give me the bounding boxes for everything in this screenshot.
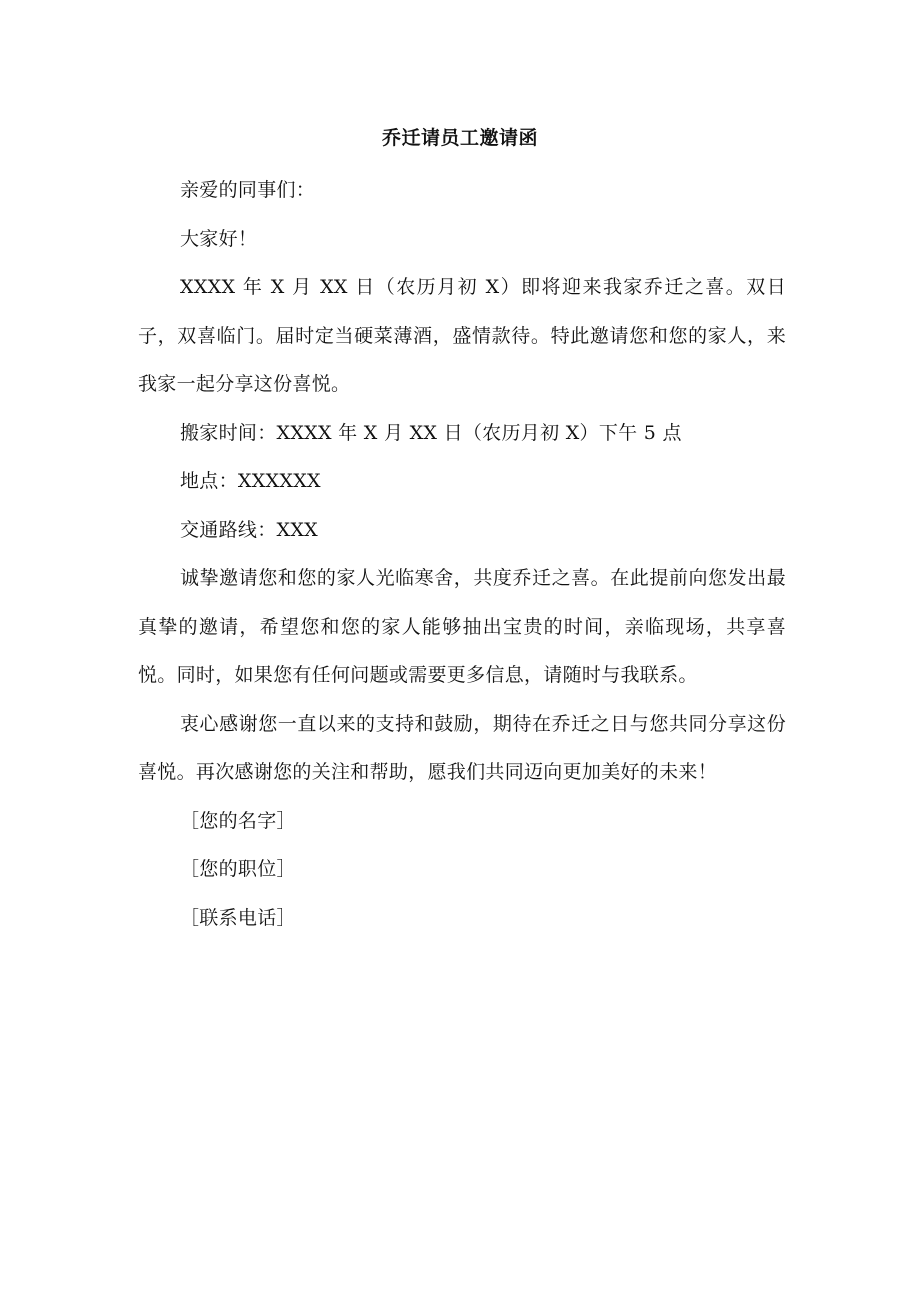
greeting: 大家好！ <box>180 227 258 250</box>
transport-route: 交通路线：XXX <box>180 518 318 541</box>
signature-position: ［您的职位］ <box>180 858 296 880</box>
invitation-paragraph: XXXX 年 X 月 XX 日（农历月初 X）即将迎来我家乔迁之喜。双日子，双喜临门。届时定当硬菜薄酒，盛情款待。特此邀请您和您的家人，来我家一起分享这份喜悦。 <box>138 276 786 395</box>
document-title: 乔迁请员工邀请函 <box>381 127 538 149</box>
salutation: 亲爱的同事们： <box>180 179 316 201</box>
signature-phone: ［联系电话］ <box>180 906 296 929</box>
sincere-invitation-paragraph: 诚挚邀请您和您的家人光临寒舍，共度乔迁之喜。在此提前向您发出最真挚的邀请，希望您和您的家人能够抽出宝贵的时间，亲临现场，共享喜悦。同时，如果您有任何问题或需要更多信息，请随时与我联系。 <box>138 567 786 686</box>
moving-time: 搬家时间：XXXX 年 X 月 XX 日（农历月初 X）下午 5 点 <box>180 421 682 444</box>
signature-name: ［您的名字］ <box>180 809 296 832</box>
letter-body <box>138 166 786 942</box>
thanks-paragraph: 衷心感谢您一直以来的支持和鼓励，期待在乔迁之日与您共同分享这份喜悦。再次感谢您的关注和帮助，愿我们共同迈向更加美好的未来！ <box>138 712 786 783</box>
location: 地点：XXXXXX <box>180 470 321 492</box>
